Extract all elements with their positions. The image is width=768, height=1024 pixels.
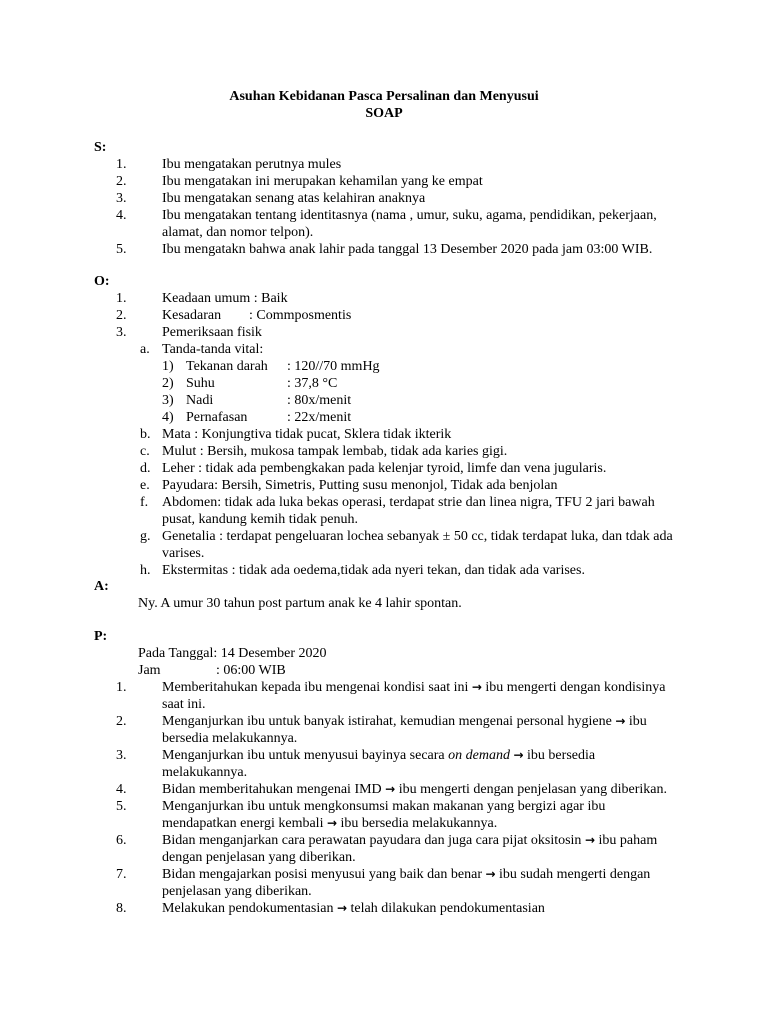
list-item: 7. Bidan mengajarkan posisi menyusui yang baik dan benar → ibu sudah mengerti dengan penjelasan yang diberikan.: [116, 867, 651, 899]
exam-sublist: [94, 341, 694, 579]
section-label-s: S:: [94, 140, 107, 155]
list-item: 2. Kesadaran : Commposmentis: [116, 308, 352, 323]
list-item: d. Leher : tidak ada pembengkakan pada kelenjar tyroid, limfe dan vena jugularis.: [140, 461, 607, 476]
section-subjective: [94, 139, 694, 258]
list-item: e. Payudara: Bersih, Simetris, Putting susu menonjol, Tidak ada benjolan: [140, 478, 558, 493]
plan-list: [94, 679, 694, 917]
section-label-p: P:: [94, 629, 108, 644]
list-item: h. Ekstermitas : tidak ada oedema,tidak ada nyeri tekan, dan tidak ada varises.: [140, 563, 585, 578]
document-subtitle: SOAP: [365, 106, 403, 121]
list-item: 1. Keadaan umum : Baik: [116, 291, 288, 306]
arrow-right-icon: →: [336, 901, 348, 915]
subjective-list: [94, 156, 694, 258]
arrow-right-icon: →: [584, 833, 595, 847]
list-item: c. Mulut : Bersih, mukosa tampak lembab, tidak ada karies gigi.: [140, 444, 508, 459]
arrow-right-icon: →: [513, 748, 524, 762]
arrow-right-icon: →: [471, 680, 482, 694]
arrow-right-icon: →: [385, 782, 396, 796]
list-item: 1. Ibu mengatakan perutnya mules: [116, 157, 342, 172]
list-item: b. Mata : Konjungtiva tidak pucat, Sklera tidak ikterik: [140, 427, 452, 442]
list-item: 3. Ibu mengatakan senang atas kelahiran anaknya: [116, 191, 426, 206]
document-title: Asuhan Kebidanan Pasca Persalinan dan Menyusui: [229, 89, 539, 104]
list-item: 3) Nadi : 80x/menit: [162, 393, 352, 408]
objective-list: [94, 290, 694, 579]
list-item: 8. Melakukan pendokumentasian → telah dilakukan pendokumentasian: [116, 901, 545, 916]
section-plan: [94, 628, 694, 917]
section-label-a: A:: [94, 579, 109, 594]
list-item: 4. Bidan memberitahukan mengenai IMD → ibu mengerti dengan penjelasan yang diberikan.: [116, 782, 667, 797]
plan-date: Pada Tanggal: 14 Desember 2020: [138, 646, 327, 661]
section-assessment: [94, 578, 694, 612]
list-item: 3. Menganjurkan ibu untuk menyusui bayinya secara on demand → ibu bersedia melakukannya.: [116, 748, 596, 780]
list-item: 2) Suhu : 37,8 °C: [162, 376, 338, 391]
arrow-right-icon: →: [485, 867, 496, 881]
list-item: 2. Menganjurkan ibu untuk banyak istirahat, kemudian mengenai personal hygiene → ibu bersedia melakukannya.: [116, 714, 647, 746]
vital-signs-list: [94, 358, 694, 426]
list-item: a. Tanda-tanda vital: 1) Tekanan darah : 120//70 mmHg 2) Suhu : 37,8 °C 3) Nadi : 80x/menit 4) Pernafasan : 22x/menit: [94, 341, 694, 426]
list-item: f. Abdomen: tidak ada luka bekas operasi, terdapat strie dan linea nigra, TFU 2 jari bawah pusat, kandung kemih tidak penuh.: [140, 495, 655, 527]
list-item: 6. Bidan menganjarkan cara perawatan payudara dan juga cara pijat oksitosin → ibu paham dengan penjelasan yang diberikan.: [116, 833, 658, 865]
section-label-o: O:: [94, 274, 110, 289]
list-item: 4. Ibu mengatakan tentang identitasnya (nama , umur, suku, agama, pendidikan, pekerjaan, alamat, dan nomor telpon).: [116, 208, 657, 240]
plan-time: Jam : 06:00 WIB: [138, 663, 286, 678]
assessment-text: Ny. A umur 30 tahun post partum anak ke 4 lahir spontan.: [138, 596, 462, 611]
list-item: 1. Memberitahukan kepada ibu mengenai kondisi saat ini → ibu mengerti dengan kondisinya saat ini.: [116, 680, 666, 712]
list-item: 1) Tekanan darah : 120//70 mmHg: [162, 359, 380, 374]
arrow-right-icon: →: [615, 714, 626, 728]
arrow-right-icon: →: [326, 816, 338, 830]
list-item: 5. Menganjurkan ibu untuk mengkonsumsi makan makanan yang bergizi agar ibu mendapatkan energi kembali → ibu bersedia melakukannya.: [116, 799, 606, 831]
list-item: 5. Ibu mengatakn bahwa anak lahir pada tanggal 13 Desember 2020 pada jam 03:00 WIB.: [116, 242, 653, 257]
list-item: g. Genetalia : terdapat pengeluaran lochea sebanyak ± 50 cc, tidak terdapat luka, dan tdak ada varises.: [140, 529, 673, 561]
list-item: 3. Pemeriksaan fisik a. Tanda-tanda vital: 1) Tekanan darah : 120//70 mmHg 2) Suhu : 37,8 °C 3) Nadi : 80x/menit 4) Pernafasan : 22x/menit b. Mata : Konjungtiva tidak pucat, Sklera tidak ikterik c. Mulut : Bersih, mukosa tampak lembab, tidak ada karies gigi. d. Leher : tidak ada pembengkakan pada kelenjar tyroid, limfe dan vena jugularis. e. Payudara: Bersih, Simetris, Putting susu menonjol, Tidak ada benjolan f. Abdomen: tidak ada luka bekas operasi, terdapat strie dan linea nigra, TFU 2 jari bawah pusat, kandung kemih tidak penuh. g. Genetalia : terdapat pengeluaran lochea sebanyak ± 50 cc, tidak terdapat luka, dan tdak ada varises. h. Ekstermitas : tidak ada oedema,tidak ada nyeri tekan, dan tidak ada varises.: [94, 324, 694, 579]
section-objective: [94, 273, 694, 579]
list-item: 4) Pernafasan : 22x/menit: [162, 410, 352, 425]
list-item: 2. Ibu mengatakan ini merupakan kehamilan yang ke empat: [116, 174, 483, 189]
